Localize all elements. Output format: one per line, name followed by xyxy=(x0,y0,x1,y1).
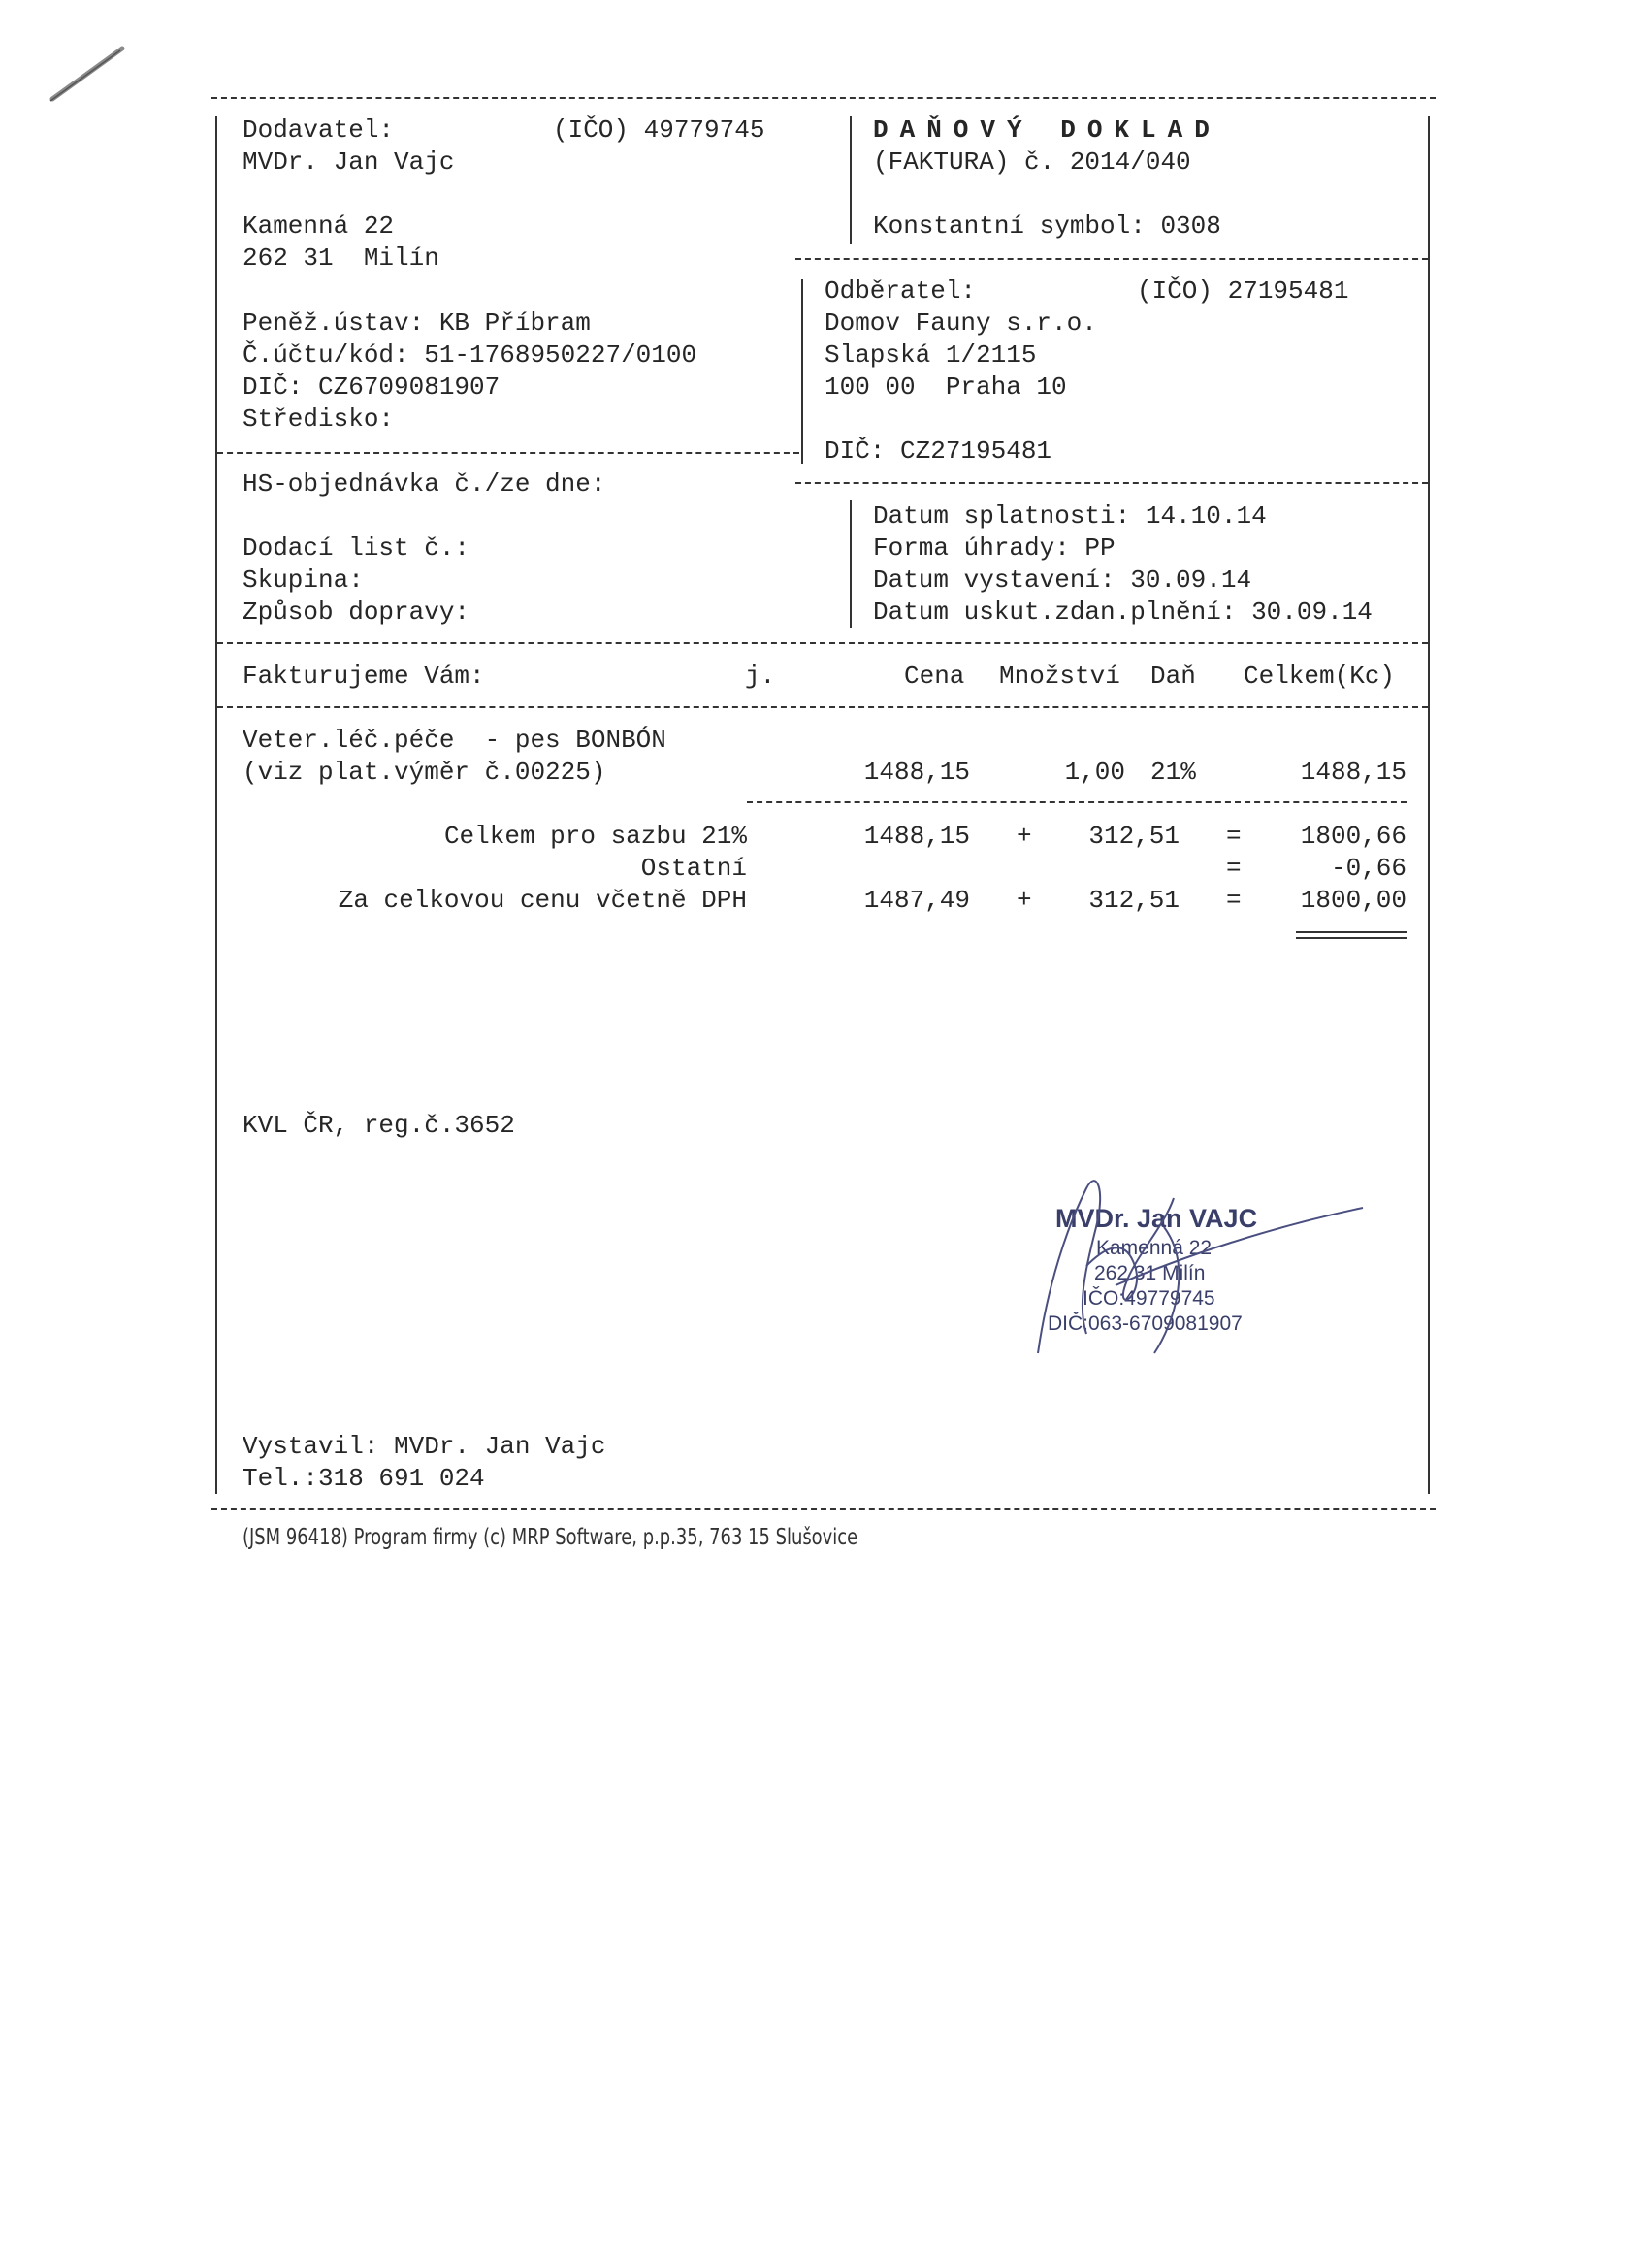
hs-order: HS-objednávka č./ze dne: xyxy=(242,470,606,499)
frame-bottom-line xyxy=(211,1508,1436,1510)
total-double-underline xyxy=(1296,931,1406,939)
table-header-tax: Daň xyxy=(1150,662,1196,691)
customer-name: Domov Fauny s.r.o. xyxy=(824,308,1097,338)
customer-dic: DIČ: CZ27195481 xyxy=(824,437,1052,466)
due-date: Datum splatnosti: 14.10.14 xyxy=(873,502,1267,531)
header-divider-lower xyxy=(801,279,803,464)
item-tax: 21% xyxy=(1150,758,1196,787)
stamp-street: Kamenná 22 xyxy=(1096,1237,1212,1259)
supplier-account: Č.účtu/kód: 51-1768950227/0100 xyxy=(242,340,697,370)
supplier-dic: DIČ: CZ6709081907 xyxy=(242,373,501,402)
summary-total-rate: 1800,66 xyxy=(1300,822,1406,851)
summary-vat-grand: 312,51 xyxy=(1088,886,1180,915)
paperclip-mark xyxy=(47,41,134,109)
summary-label-other: Ostatní xyxy=(640,854,747,883)
supplier-name: MVDr. Jan Vajc xyxy=(242,147,455,177)
item-description-line1: Veter.léč.péče - pes BONBÓN xyxy=(242,726,666,755)
table-header-price: Cena xyxy=(904,662,965,691)
table-header-total: Celkem(Kc) xyxy=(1244,662,1396,691)
summary-base-grand: 1487,49 xyxy=(863,886,970,915)
constant-symbol: Konstantní symbol: 0308 xyxy=(873,211,1221,241)
payment-form: Forma úhrady: PP xyxy=(873,534,1116,563)
stamp-city: 262 31 Milín xyxy=(1094,1262,1206,1284)
item-description-line2: (viz plat.výměr č.00225) xyxy=(242,758,606,787)
stamp-dic: DIČ:063-6709081907 xyxy=(1048,1312,1243,1335)
summary-vat-rate: 312,51 xyxy=(1088,822,1180,851)
group: Skupina: xyxy=(242,566,364,595)
issue-date: Datum vystavení: 30.09.14 xyxy=(873,566,1252,595)
stamp-name: MVDr. Jan VAJC xyxy=(1055,1204,1258,1233)
transport: Způsob dopravy: xyxy=(242,598,470,627)
summary-plus-grand: + xyxy=(1017,886,1032,915)
summary-base-rate: 1488,15 xyxy=(863,822,970,851)
customer-city: 100 00 Praha 10 xyxy=(824,373,1067,402)
summary-total-grand: 1800,00 xyxy=(1300,886,1406,915)
separator-supplier-order xyxy=(217,452,799,454)
frame-right-line xyxy=(1428,116,1430,1494)
stamp-ico: IČO:49779745 xyxy=(1083,1287,1215,1310)
supplier-ico: (IČO) 49779745 xyxy=(553,115,765,145)
customer-ico: (IČO) 27195481 xyxy=(1137,276,1349,306)
document-number: (FAKTURA) č. 2014/040 xyxy=(873,147,1191,177)
table-header-quantity: Množství xyxy=(999,662,1120,691)
separator-item-summary xyxy=(747,801,1406,803)
dates-divider xyxy=(850,500,852,628)
phone: Tel.:318 691 024 xyxy=(242,1464,485,1493)
table-header-description: Fakturujeme Vám: xyxy=(242,662,485,691)
item-price: 1488,15 xyxy=(863,758,970,787)
issued-by: Vystavil: MVDr. Jan Vajc xyxy=(242,1432,606,1461)
footer-software-note: (JSM 96418) Program firmy (c) MRP Software, p.p.35, 763 15 Slušovice xyxy=(242,1525,858,1550)
header-divider-upper xyxy=(850,116,852,244)
summary-label-rate: Celkem pro sazbu 21% xyxy=(443,822,747,851)
separator-doc-customer xyxy=(795,258,1428,260)
frame-left-line xyxy=(215,116,217,1494)
stamp-signature xyxy=(1028,1169,1377,1363)
item-total: 1488,15 xyxy=(1300,758,1406,787)
summary-label-grand: Za celkovou cenu včetně DPH xyxy=(338,886,747,915)
separator-customer-dates xyxy=(795,482,1428,484)
supplier-center: Středisko: xyxy=(242,405,395,434)
summary-plus-rate: + xyxy=(1017,822,1032,851)
summary-eq-other: = xyxy=(1226,854,1242,883)
customer-label: Odběratel: xyxy=(824,276,977,306)
table-header-unit: j. xyxy=(745,662,776,691)
customer-street: Slapská 1/2115 xyxy=(824,340,1037,370)
summary-total-other: -0,66 xyxy=(1330,854,1406,883)
item-quantity: 1,00 xyxy=(1064,758,1125,787)
supplier-city: 262 31 Milín xyxy=(242,243,439,273)
separator-header-table xyxy=(217,642,1428,644)
supplier-street: Kamenná 22 xyxy=(242,211,395,241)
frame-top-line xyxy=(211,97,1436,99)
separator-table-header-bottom xyxy=(217,706,1428,708)
delivery-note: Dodací list č.: xyxy=(242,534,470,563)
summary-eq-rate: = xyxy=(1226,822,1242,851)
supplier-bank: Peněž.ústav: KB Příbram xyxy=(242,308,591,338)
summary-eq-grand: = xyxy=(1226,886,1242,915)
kvl-registration: KVL ČR, reg.č.3652 xyxy=(242,1111,515,1140)
document-title: DAŇOVÝ DOKLAD xyxy=(873,115,1221,145)
supplier-label: Dodavatel: xyxy=(242,115,395,145)
taxable-date: Datum uskut.zdan.plnění: 30.09.14 xyxy=(873,598,1373,627)
